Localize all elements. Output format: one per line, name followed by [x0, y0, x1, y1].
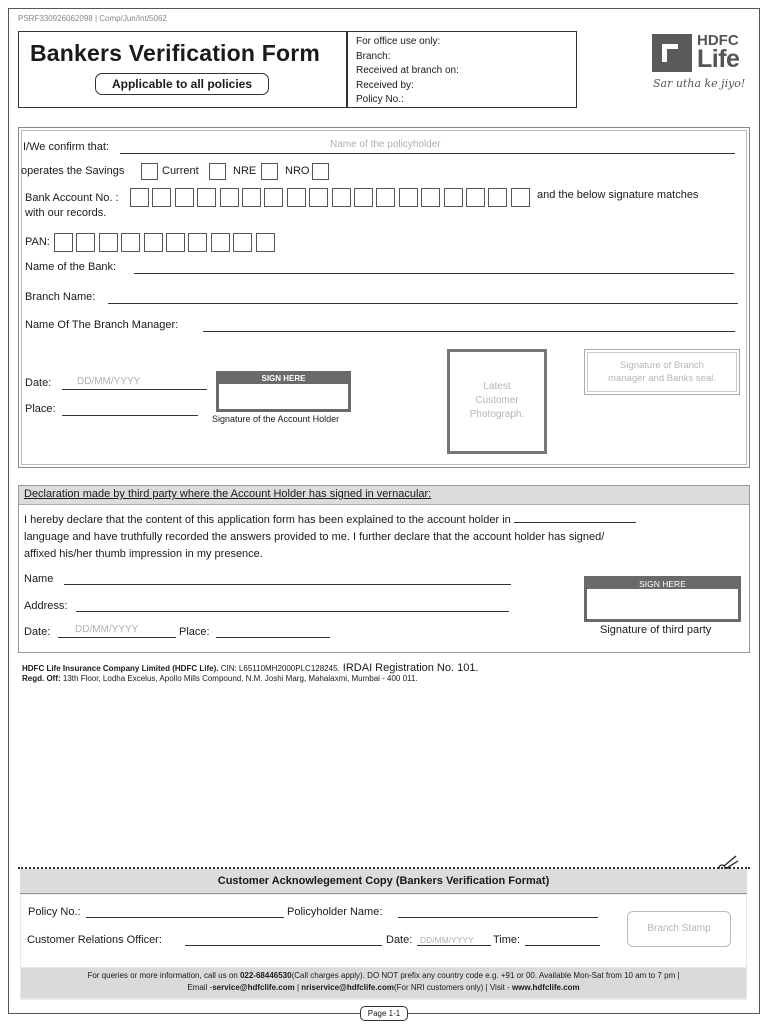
account-number-digit-box[interactable]: [130, 188, 149, 207]
company-name: HDFC Life Insurance Company Limited (HDFC Life).: [22, 664, 219, 673]
account-number-digit-box[interactable]: [309, 188, 328, 207]
email-nri-link[interactable]: nriservice@hdfclife.com: [301, 983, 394, 992]
phone-number: 022-68446530: [239, 971, 292, 980]
third-party-address-label: Address:: [24, 600, 68, 612]
third-party-place-label: Place:: [179, 626, 210, 638]
account-number-digit-box[interactable]: [264, 188, 283, 207]
pan-digit-box[interactable]: [121, 233, 140, 252]
account-number-digit-box[interactable]: [376, 188, 395, 207]
regd-label: Regd. Off:: [22, 674, 61, 683]
office-received-by: Received by:: [356, 79, 414, 91]
account-holder-signature-box[interactable]: [216, 371, 351, 412]
third-party-address-line[interactable]: [76, 611, 509, 612]
ack-policy-no-line[interactable]: [86, 917, 284, 918]
account-number-digit-box[interactable]: [332, 188, 351, 207]
signature-match-text: and the below signature matches: [537, 189, 699, 201]
photo-text-line: Photograph.: [469, 409, 525, 420]
ack-cro-label: Customer Relations Officer:: [27, 934, 162, 946]
regd-address: 13th Floor, Lodha Excelus, Apollo Mills Compound, N.M. Joshi Marg, Mahalaxmi, Mumbai - 400 011.: [60, 674, 418, 683]
bank-seal-line: manager and Banks seal.: [608, 373, 716, 384]
third-party-name-label: Name: [24, 573, 54, 585]
pan-boxes: [54, 233, 279, 252]
nre-label: NRE: [233, 165, 257, 177]
ack-date-label: Date:: [386, 934, 413, 946]
bank-name-label: Name of the Bank:: [25, 261, 117, 273]
account-number-digit-box[interactable]: [466, 188, 485, 207]
declaration-heading: Declaration made by third party where the Account Holder has signed in vernacular:: [24, 488, 432, 500]
photo-text-line: Customer: [475, 395, 519, 406]
third-party-date-placeholder: DD/MM/YYYY: [75, 624, 139, 635]
contact-info: [21, 968, 746, 998]
declaration-text: [24, 512, 746, 563]
nre-checkbox[interactable]: [261, 163, 278, 180]
logo-tagline: Sar utha ke jiyo!: [653, 77, 746, 90]
policyholder-placeholder: Name of the policyholder: [330, 139, 441, 150]
policyholder-name-line[interactable]: [120, 153, 735, 154]
office-use-box: [347, 31, 577, 108]
photo-placeholder-text: [450, 380, 544, 422]
form-subtitle: Applicable to all policies: [95, 73, 269, 95]
pan-digit-box[interactable]: [188, 233, 207, 252]
nro-checkbox[interactable]: [312, 163, 329, 180]
ack-date-placeholder: DD/MM/YYYY: [420, 935, 474, 945]
place-line[interactable]: [62, 415, 198, 416]
account-number-digit-box[interactable]: [175, 188, 194, 207]
ack-policyholder-line[interactable]: [398, 917, 598, 918]
acknowledgement-heading: Customer Acknowlegement Copy (Bankers Verification Format): [20, 869, 747, 894]
account-number-digit-box[interactable]: [354, 188, 373, 207]
account-number-digit-box[interactable]: [287, 188, 306, 207]
pan-digit-box[interactable]: [99, 233, 118, 252]
page-number: Page 1-1: [360, 1006, 408, 1021]
account-number-boxes: [130, 188, 535, 207]
office-branch: Branch:: [356, 50, 391, 62]
account-no-label: Bank Account No. :: [25, 192, 119, 204]
branch-stamp-box: Branch Stamp: [627, 911, 731, 947]
account-number-digit-box[interactable]: [152, 188, 171, 207]
pan-digit-box[interactable]: [211, 233, 230, 252]
company-info: [22, 662, 479, 674]
third-party-date-line[interactable]: [58, 637, 176, 638]
operates-label: operates the Savings: [21, 165, 125, 177]
irdai-registration: IRDAI Registration No. 101.: [339, 662, 479, 674]
confirm-label: I/We confirm that:: [23, 141, 109, 153]
declaration-line-3: affixed his/her thumb impression in my presence.: [24, 548, 263, 560]
pan-label: PAN:: [25, 236, 50, 248]
account-number-digit-box[interactable]: [399, 188, 418, 207]
pan-digit-box[interactable]: [256, 233, 275, 252]
account-number-digit-box[interactable]: [197, 188, 216, 207]
savings-checkbox[interactable]: [141, 163, 158, 180]
current-label: Current: [162, 165, 199, 177]
email-service-link[interactable]: service@hdfclife.com: [212, 983, 295, 992]
branch-name-label: Branch Name:: [25, 291, 96, 303]
pan-digit-box[interactable]: [144, 233, 163, 252]
email-line: Email -service@hdfclife.com | nriservice@hdfclife.com(For NRI customers only) | Visit - www.hdfclife.com: [187, 983, 580, 992]
office-use-heading: For office use only:: [356, 36, 441, 47]
date-line[interactable]: [62, 389, 207, 390]
third-party-name-line[interactable]: [64, 584, 511, 585]
branch-name-line[interactable]: [108, 303, 738, 304]
ack-date-line[interactable]: [417, 945, 491, 946]
third-party-place-line[interactable]: [216, 637, 330, 638]
date-label: Date:: [25, 377, 52, 389]
current-checkbox[interactable]: [209, 163, 226, 180]
account-number-digit-box[interactable]: [421, 188, 440, 207]
pan-digit-box[interactable]: [233, 233, 252, 252]
nro-label: NRO: [285, 165, 310, 177]
logo-hdfc-text: HDFC: [697, 32, 739, 49]
photo-text-line: Latest: [483, 381, 511, 392]
bank-seal-line: Signature of Branch: [620, 360, 704, 371]
registered-office: [22, 674, 418, 683]
third-party-signature-caption: Signature of third party: [600, 624, 712, 636]
place-label: Place:: [25, 403, 56, 415]
branch-manager-label: Name Of The Branch Manager:: [25, 319, 179, 331]
office-received-at: Received at branch on:: [356, 65, 459, 76]
pan-digit-box[interactable]: [76, 233, 95, 252]
company-cin: CIN: L65110MH2000PLC128245.: [218, 664, 340, 673]
office-policy-no: Policy No.:: [356, 94, 404, 105]
branch-manager-line[interactable]: [203, 331, 735, 332]
pan-digit-box[interactable]: [54, 233, 73, 252]
declaration-line-1: I hereby declare that the content of this application form has been explained to the account holder in: [24, 512, 746, 529]
account-number-digit-box[interactable]: [488, 188, 507, 207]
logo-life-text: Life: [697, 45, 740, 73]
bank-seal-text: [587, 352, 737, 392]
account-holder-signature-caption: Signature of the Account Holder: [212, 414, 340, 424]
ack-time-label: Time:: [493, 934, 521, 946]
ack-cro-line[interactable]: [185, 945, 382, 946]
account-number-digit-box[interactable]: [511, 188, 530, 207]
records-text: with our records.: [25, 207, 107, 219]
ack-policy-no-label: Policy No.:: [28, 906, 81, 918]
account-number-digit-box[interactable]: [220, 188, 239, 207]
website-link[interactable]: www.hdfclife.com: [511, 983, 580, 992]
document-reference: PSRF330926062098 | Comp/Jun/Int/5062: [18, 14, 167, 23]
third-party-sign-here-label: SIGN HERE: [587, 579, 738, 589]
logo-inner-block: [667, 49, 678, 62]
pan-digit-box[interactable]: [166, 233, 185, 252]
bank-name-line[interactable]: [134, 273, 734, 274]
queries-line: For queries or more information, call us on 022-68446530(Call charges apply). DO NOT prefix any country code e.g. +91 or 00. Available Mon-Sat from 10 am to 7 pm |: [87, 971, 680, 980]
date-placeholder: DD/MM/YYYY: [77, 376, 141, 387]
third-party-date-label: Date:: [24, 626, 51, 638]
ack-time-line[interactable]: [525, 945, 600, 946]
form-title: Bankers Verification Form: [30, 40, 321, 66]
ack-policyholder-label: Policyholder Name:: [287, 906, 383, 918]
account-number-digit-box[interactable]: [242, 188, 261, 207]
third-party-signature-box[interactable]: [584, 576, 741, 622]
account-number-digit-box[interactable]: [444, 188, 463, 207]
sign-here-label: SIGN HERE: [219, 374, 348, 384]
declaration-line-2: language and have truthfully recorded the answers provided to me. I further declare that the account holder has signed/: [24, 531, 605, 543]
